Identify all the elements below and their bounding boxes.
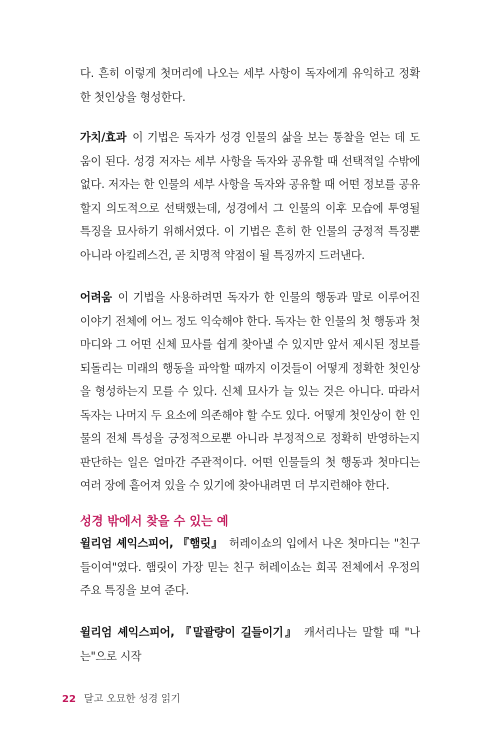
page-footer bbox=[62, 690, 180, 705]
value-label: 가치/효과 bbox=[80, 131, 127, 144]
paragraph-intro-text: 다. 흔히 이렇게 첫머리에 나오는 세부 사항이 독자에게 유익하고 정확한 첫인상을 형성한다. bbox=[80, 67, 420, 104]
paragraph-difficulty bbox=[80, 286, 420, 498]
example-shrew bbox=[80, 621, 420, 668]
page-number: 22 bbox=[62, 694, 76, 705]
value-text: 이 기법은 독자가 성경 인물의 삶을 보는 통찰을 얻는 데 도움이 된다. 성경 저자는 세부 사항을 독자와 공유할 때 선택적일 수밖에 없다. 저자는 한 인물의 세부 사항을 독자와 공유할 때 어떤 정보를 공유할지 의도적으로 선택했는데, 성경에서 그 인물의 이후 모습에 투영될 특징을 묘사하기 위해서였다. 이 기법은 흔히 한 인물의 긍정적 특징뿐 아니라 아킬레스건, 곧 치명적 약점이 될 특징까지 드러낸다. bbox=[80, 131, 420, 262]
example-hamlet-text: 허레이쇼의 입에서 나온 첫마디는 "친구들이여"였다. 햄릿이 가장 믿는 친구 허레이쇼는 희곡 전체에서 우정의 주요 특징을 보여 준다. bbox=[80, 537, 420, 597]
difficulty-text: 이 기법을 사용하려면 독자가 한 인물의 행동과 말로 이루어진 이야기 전체에 어느 정도 익숙해야 한다. 독자는 한 인물의 첫 행동과 첫마디와 그 어떤 신체 묘사를 쉽게 찾아낼 수 있지만 앞서 제시된 정보를 되돌리는 미래의 행동을 파악할 때까지 이것들이 어떻게 정확한 첫인상을 형성하는지 모를 수 있다. 신체 묘사가 늘 있는 것은 아니다. 따라서 독자는 나머지 두 요소에 의존해야 할 수도 있다. 어떻게 첫인상이 한 인물의 전체 특성을 긍정적으로뿐 아니라 부정적으로 정확히 반영하는지 판단하는 일은 얼마간 주관적이다. 어떤 인물들의 첫 행동과 첫마디는 여러 장에 흩어져 있을 수 있기에 찾아내려면 더 부지런해야 한다. bbox=[80, 291, 420, 492]
example-hamlet bbox=[80, 532, 420, 603]
paragraph-intro bbox=[80, 62, 420, 109]
book-title: 달고 오묘한 성경 읽기 bbox=[83, 694, 181, 705]
example-hamlet-label: 윌리엄 셰익스피어, 『햄릿』 bbox=[80, 537, 224, 550]
difficulty-label: 어려움 bbox=[80, 291, 112, 304]
example-shrew-label: 윌리엄 셰익스피어, 『말괄량이 길들이기』 bbox=[80, 626, 298, 639]
section-heading: 성경 밖에서 찾을 수 있는 예 bbox=[80, 514, 229, 528]
paragraph-value bbox=[80, 126, 420, 267]
example-shrew-text: 캐서리나는 말할 때 "나는"으로 시작 bbox=[80, 626, 420, 663]
